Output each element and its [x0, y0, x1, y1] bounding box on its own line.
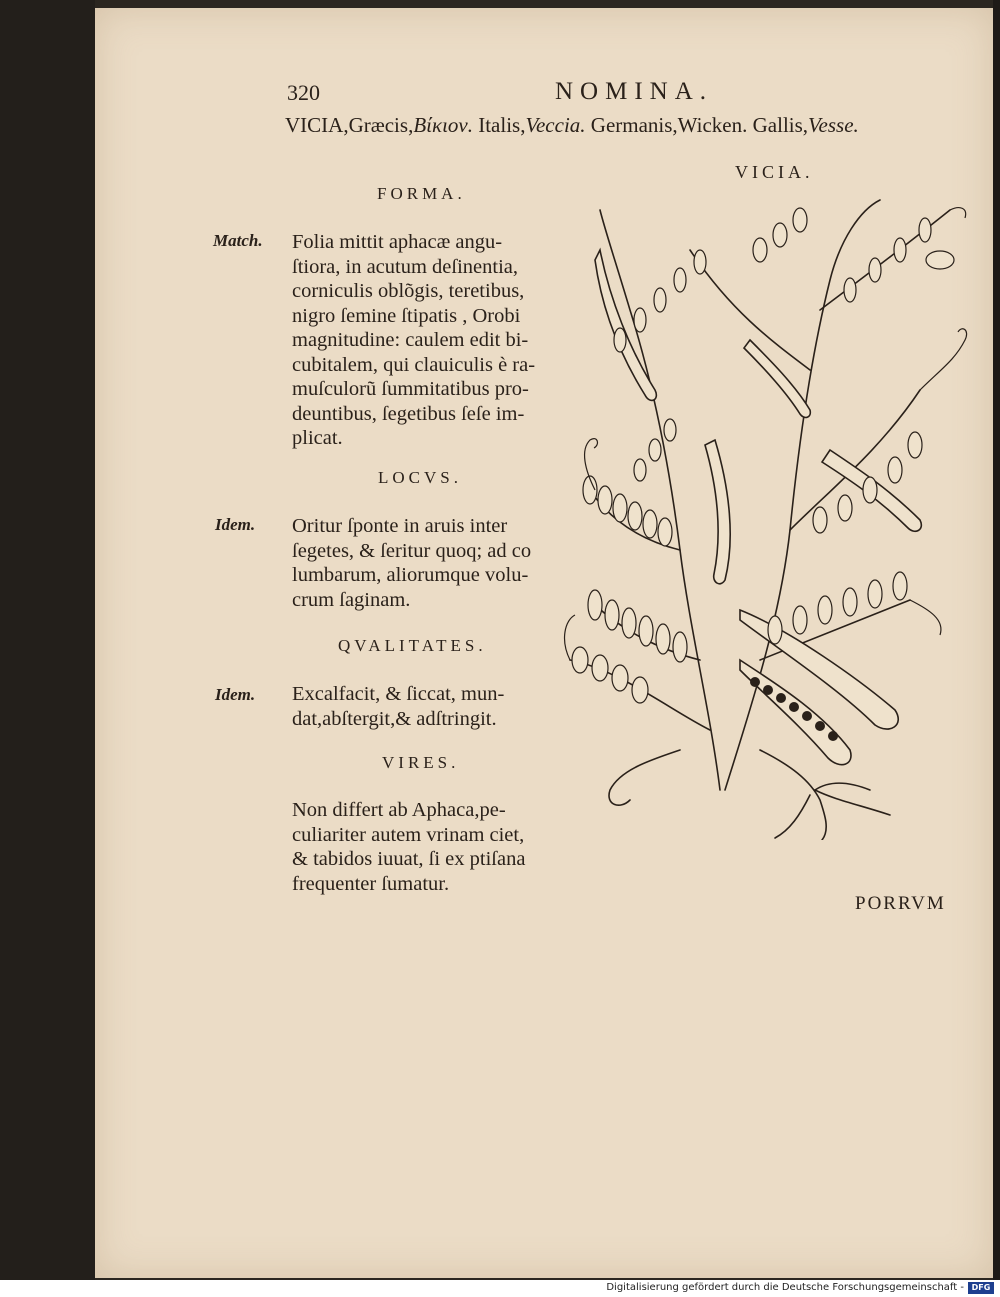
names-germanis-gallis: Germanis,Wicken. Gallis,: [585, 113, 809, 137]
names-veccia: Veccia.: [525, 113, 586, 137]
text-line: Folia mittit aphacæ angu-: [292, 231, 503, 253]
side-note-match: Match.: [213, 231, 263, 250]
text-line: lumbarum, aliorumque volu-: [292, 564, 529, 586]
text-line: frequenter ſumatur.: [292, 872, 450, 895]
text-line: ſtiora, in acutum deſinentia,: [292, 255, 519, 278]
text-line: cubitalem, qui clauiculis è ra-: [292, 353, 536, 376]
names-vicia-graecis: VICIA,Græcis,: [285, 113, 414, 137]
text-line: & tabidos iuuat, ſi ex ptiſana: [292, 848, 526, 870]
names-line: [285, 113, 859, 138]
text-line: ſegetes, & ſeritur quoq; ad co: [292, 539, 532, 562]
paragraph-locus: [292, 514, 531, 612]
names-greek: Βίκιον.: [413, 113, 473, 137]
footer-bar: [0, 1280, 1000, 1297]
paragraph-qualitates: [292, 682, 504, 731]
text-line: Excalfacit, & ſiccat, mun-: [292, 683, 505, 705]
text-line: culiariter autem vrinam ciet,: [292, 823, 525, 846]
dfg-logo: DFG: [968, 1282, 994, 1294]
scan-border-left: [0, 0, 95, 1280]
heading-qualitates: QVALITATES.: [338, 636, 487, 655]
text-line: Oritur ſponte in aruis inter: [292, 515, 508, 537]
text-line: magnitudine: caulem edit bi-: [292, 329, 529, 351]
heading-locus: LOCVS.: [378, 468, 462, 487]
text-line: corniculis oblõgis, teretibus,: [292, 280, 525, 302]
scan-border-right: [993, 0, 1000, 1280]
text-line: Non differt ab Aphaca,pe-: [292, 799, 506, 821]
text-line: plicat.: [292, 427, 343, 449]
side-note-idem: Idem.: [215, 685, 256, 704]
paragraph-vires: [292, 798, 525, 896]
names-vesse: Vesse.: [808, 113, 859, 137]
text-line: nigro ſemine ſtipatis , Orobi: [292, 304, 521, 327]
paragraph-forma: [292, 230, 535, 451]
text-line: crum ſaginam.: [292, 588, 411, 611]
illustration-caption: VICIA.: [735, 162, 814, 182]
vicia-woodcut-illustration: [560, 190, 975, 840]
page-number: 320: [287, 80, 320, 105]
heading-vires: VIRES.: [382, 753, 460, 772]
heading-forma: FORMA.: [377, 184, 466, 203]
footer-credit: Digitalisierung gefördert durch die Deutsche Forschungsgemeinschaft -: [606, 1282, 964, 1293]
running-head: NOMINA.: [555, 78, 714, 105]
names-italis: Italis,: [472, 113, 526, 137]
catchword: PORRVM: [855, 893, 946, 914]
text-line: deuntibus, ſegetibus ſeſe im-: [292, 402, 525, 425]
text-line: muſculorũ ſummitatibus pro-: [292, 378, 529, 400]
text-line: dat,abſtergit,& adſtringit.: [292, 707, 497, 730]
side-note-idem: Idem.: [215, 515, 256, 534]
